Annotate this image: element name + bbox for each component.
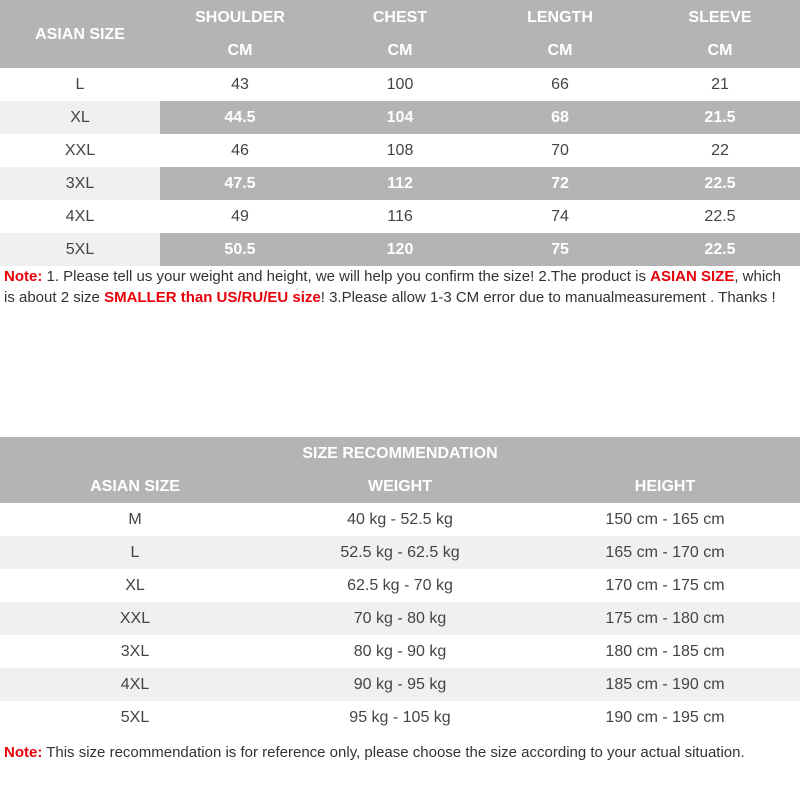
shoulder-cell: 44.5 — [160, 101, 320, 134]
size-note — [4, 266, 796, 322]
header-asian-size: ASIAN SIZE — [35, 26, 125, 43]
header-chest-unit: CM — [387, 42, 413, 59]
table-row — [0, 668, 800, 701]
height-cell: 185 cm - 190 cm — [605, 676, 725, 693]
header-sleeve: SLEEVE — [688, 9, 752, 26]
chest-cell: 120 — [320, 233, 480, 266]
note-label: Note: — [4, 268, 43, 285]
header-length-unit: CM — [547, 42, 573, 59]
chest-cell: 108 — [386, 142, 414, 159]
size-cell: XXL — [0, 134, 160, 167]
recommendation-title: SIZE RECOMMENDATION — [302, 445, 498, 462]
shoulder-cell: 43 — [231, 76, 249, 93]
sleeve-cell: 21.5 — [640, 101, 800, 134]
table-row — [0, 101, 800, 134]
length-cell: 66 — [551, 76, 569, 93]
sleeve-cell: 22.5 — [704, 208, 736, 225]
size-chart-table — [0, 0, 800, 266]
length-cell: 74 — [551, 208, 569, 225]
table-row — [0, 602, 800, 635]
size-cell: 5XL — [120, 709, 150, 726]
header-length: LENGTH — [527, 9, 593, 26]
weight-cell: 62.5 kg - 70 kg — [347, 577, 453, 594]
note-label: Note: — [4, 744, 43, 761]
table-row — [0, 167, 800, 200]
shoulder-cell: 50.5 — [160, 233, 320, 266]
chest-cell: 104 — [320, 101, 480, 134]
size-cell: 4XL — [120, 676, 150, 693]
height-cell: 150 cm - 165 cm — [605, 511, 725, 528]
weight-cell: 90 kg - 95 kg — [353, 676, 447, 693]
weight-cell: 95 kg - 105 kg — [349, 709, 451, 726]
height-cell: 165 cm - 170 cm — [605, 544, 725, 561]
weight-cell: 52.5 kg - 62.5 kg — [340, 544, 460, 561]
chest-cell: 100 — [386, 76, 414, 93]
header-height: HEIGHT — [634, 478, 696, 495]
sleeve-cell: 22.5 — [640, 233, 800, 266]
header-sleeve-unit: CM — [707, 42, 733, 59]
table-row — [0, 233, 800, 266]
recommendation-note — [4, 742, 796, 763]
size-cell: L — [0, 68, 160, 101]
header-chest: CHEST — [372, 9, 428, 26]
recommendation-header — [0, 437, 800, 503]
table-row — [0, 134, 800, 167]
shoulder-cell: 47.5 — [160, 167, 320, 200]
size-cell: XXL — [119, 610, 151, 627]
length-cell: 68 — [480, 101, 640, 134]
weight-cell: 70 kg - 80 kg — [353, 610, 447, 627]
sleeve-cell: 22 — [711, 142, 729, 159]
shoulder-cell: 46 — [231, 142, 249, 159]
length-cell: 70 — [551, 142, 569, 159]
table-row — [0, 503, 800, 536]
sleeve-cell: 21 — [711, 76, 729, 93]
weight-cell: 40 kg - 52.5 kg — [347, 511, 453, 528]
note-highlight-smaller: SMALLER than US/RU/EU size — [104, 289, 321, 306]
size-cell: L — [130, 544, 140, 561]
size-cell: 3XL — [120, 643, 150, 660]
size-cell: XL — [125, 577, 145, 594]
table-row — [0, 68, 800, 101]
note-text: This size recommendation is for reference only, please choose the size according to your actual situation. — [42, 744, 745, 761]
shoulder-cell: 49 — [231, 208, 249, 225]
height-cell: 190 cm - 195 cm — [605, 709, 725, 726]
size-recommendation-table — [0, 437, 800, 734]
size-cell: 5XL — [0, 233, 160, 266]
table-row — [0, 635, 800, 668]
height-cell: 170 cm - 175 cm — [605, 577, 725, 594]
size-cell: 4XL — [0, 200, 160, 233]
size-chart-header — [0, 0, 800, 68]
note-text-1: 1. Please tell us your weight and height, we will help you confirm the size! 2.The product is — [42, 268, 651, 285]
length-cell: 75 — [480, 233, 640, 266]
note-text-2: , which is about 2 size — [4, 268, 782, 306]
height-cell: 180 cm - 185 cm — [605, 643, 725, 660]
table-row — [0, 569, 800, 602]
size-cell: M — [128, 511, 142, 528]
sleeve-cell: 22.5 — [640, 167, 800, 200]
table-row — [0, 536, 800, 569]
size-cell: XL — [0, 101, 160, 134]
note-highlight-asian-size: ASIAN SIZE — [650, 268, 735, 285]
header-shoulder: SHOULDER — [195, 9, 285, 26]
size-cell: 3XL — [0, 167, 160, 200]
header-asian-size: ASIAN SIZE — [90, 478, 180, 495]
table-row — [0, 200, 800, 233]
height-cell: 175 cm - 180 cm — [605, 610, 725, 627]
note-text-3: ! 3.Please allow 1-3 CM error due to manualmeasurement . Thanks ! — [320, 289, 776, 306]
table-row — [0, 701, 800, 734]
weight-cell: 80 kg - 90 kg — [353, 643, 447, 660]
header-weight: WEIGHT — [368, 478, 432, 495]
length-cell: 72 — [480, 167, 640, 200]
chest-cell: 112 — [320, 167, 480, 200]
header-shoulder-unit: CM — [227, 42, 253, 59]
chest-cell: 116 — [387, 208, 413, 225]
